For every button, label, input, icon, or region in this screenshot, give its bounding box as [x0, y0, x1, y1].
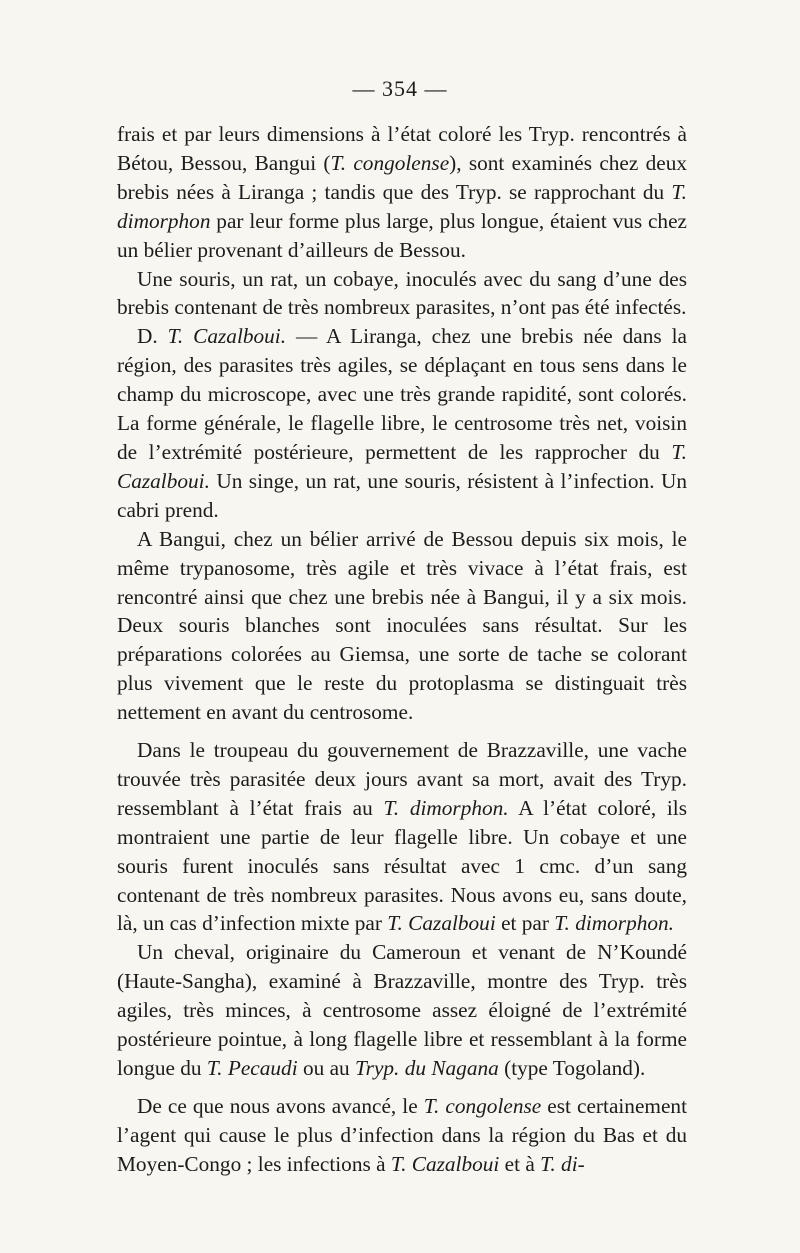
- paragraph: [117, 120, 687, 265]
- italic-term: T. congolense: [330, 150, 450, 175]
- text-run: est certainement l’agent qui cause le plus d’infection dans la région du Bas et du Moyen-Congo ; les infections à: [117, 1093, 687, 1176]
- text-run: (type Togoland).: [498, 1056, 646, 1080]
- paragraph: [117, 322, 687, 524]
- paragraph: [117, 1092, 687, 1179]
- text-run: A Bangui, chez un bélier arrivé de Bessou depuis six mois, le même trypanosome, très agile et très vivace à l’état frais, est rencontré ainsi que chez une brebis née à Bangui, il y a six mois. Deux souris blanches sont inoculées sans résultat. Sur les préparations colorées au Giemsa, une sorte de tache se colorant plus vivement que le reste du protoplasma se distinguait très nettement en avant du centrosome.: [117, 526, 687, 725]
- paragraph: [117, 736, 687, 938]
- text-run: Une souris, un rat, un cobaye, inoculés avec du sang d’une des brebis contenant de très nombreux parasites, n’ont pas été infectés.: [117, 266, 687, 320]
- text-run: Un cheval, originaire du Cameroun et venant de N’Koundé (Haute-Sangha), examiné à Brazzaville, montre des Tryp. très agiles, très minces, à centrosome assez éloigné de l’extrémité postérieure pointue, à long flagelle libre et ressemblant à la forme longue du: [117, 940, 687, 1080]
- italic-term: T. dimorphon.: [554, 911, 675, 936]
- italic-term: T. dimorphon.: [383, 795, 509, 820]
- italic-term: T. Pecaudi: [206, 1056, 298, 1080]
- italic-term: Tryp. du Nagana: [355, 1056, 499, 1080]
- italic-term: T. di-: [540, 1151, 585, 1176]
- italic-term: T. congolense: [423, 1093, 542, 1118]
- text-run: D.: [137, 324, 168, 349]
- italic-term: T. dimorphon: [117, 179, 687, 233]
- body-text: [117, 120, 687, 1179]
- italic-term: T. Cazalboui: [390, 1151, 500, 1176]
- paragraph: [117, 938, 687, 1083]
- text-run: De ce que nous avons avancé, le: [137, 1093, 424, 1118]
- italic-term: T. Cazalboui: [387, 911, 496, 936]
- text-run: — A Liranga, chez une brebis née dans la région, des parasites très agiles, se déplaçant en tous sens dans le champ du microscope, avec une très grande rapidité, sont colorés. La forme générale, le flagelle libre, le centrosome très net, voisin de l’extrémité postérieure, permettent de les rapprocher du: [117, 324, 687, 464]
- text-run: Dans le troupeau du gouvernement de Brazzaville, une vache trouvée très parasitée deux jours avant sa mort, avait des Tryp. ressemblant à l’état frais au: [117, 738, 687, 820]
- paragraph: [117, 265, 687, 323]
- text-run: ou au: [297, 1056, 355, 1080]
- text-run: Un singe, un rat, une souris, résistent à l’infection. Un cabri prend.: [117, 468, 687, 522]
- text-run: frais et par leurs dimensions à l’état coloré les Tryp. rencontrés à Bétou, Bessou, Bangui (: [117, 122, 687, 175]
- page-number: — 354 —: [352, 76, 448, 101]
- text-run: et par: [495, 911, 555, 936]
- paragraph: [117, 525, 687, 727]
- text-run: par leur forme plus large, plus longue, étaient vus chez un bélier provenant d’ailleurs de Bessou.: [117, 208, 687, 262]
- italic-term: T. Cazalboui.: [167, 324, 287, 349]
- text-run: A l’état coloré, ils montraient une partie de leur flagelle libre. Un cobaye et une souris furent inoculés sans résultat avec 1 cmc. d’un sang contenant de très nombreux parasites. Nous avons eu, sans doute, là, un cas d’infection mixte par: [117, 795, 687, 936]
- text-run: ), sont examinés chez deux brebis nées à Liranga ; tandis que des Tryp. se rapprochant du: [117, 150, 687, 204]
- text-run: et à: [499, 1151, 541, 1176]
- italic-term: T. Cazalboui.: [117, 439, 687, 493]
